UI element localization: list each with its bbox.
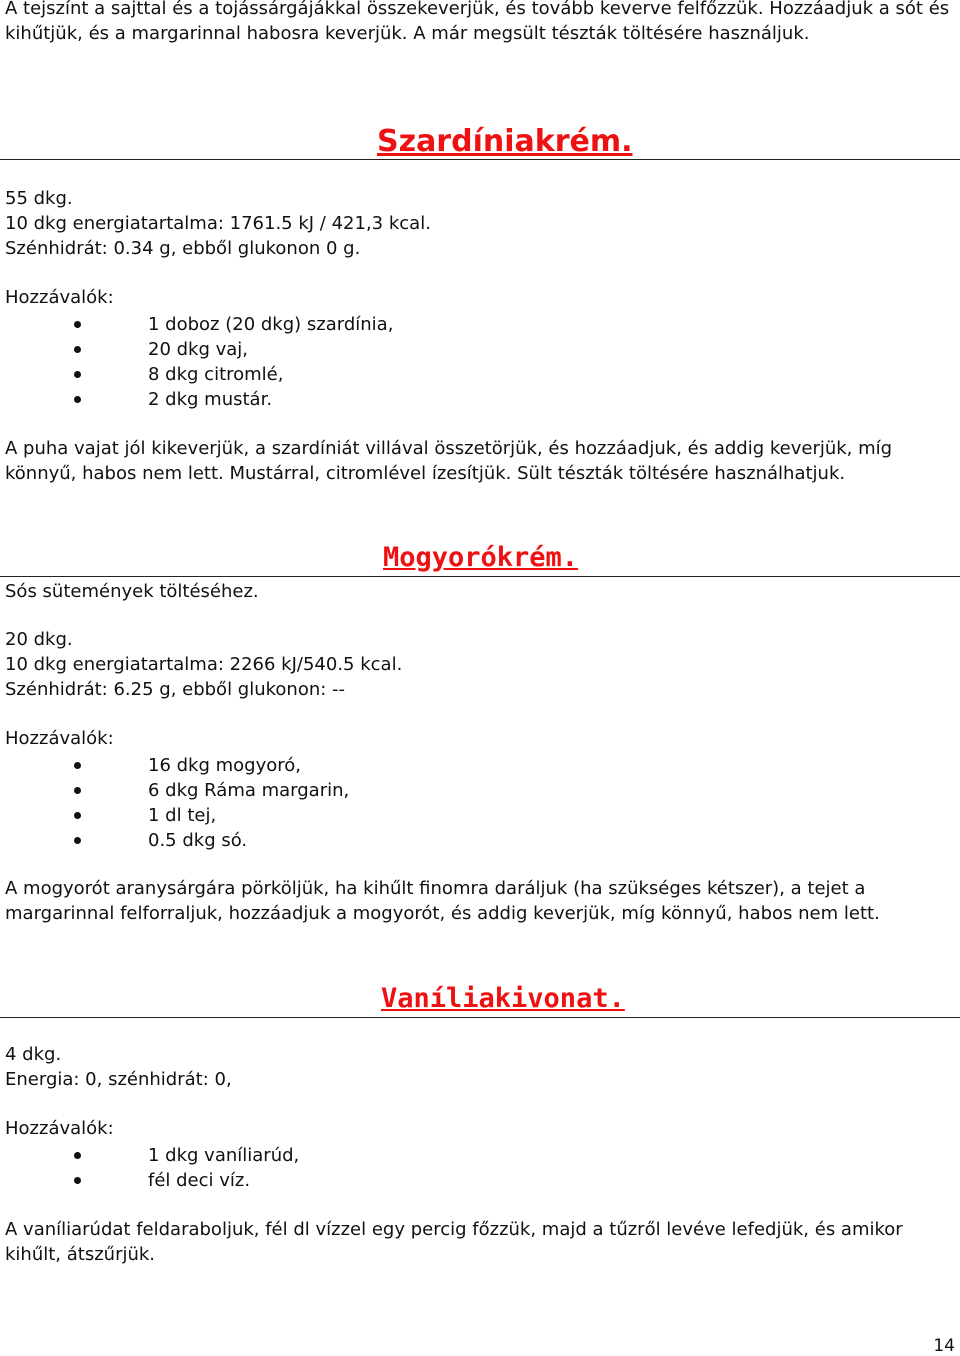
bullet-icon (74, 1177, 81, 1184)
recipe-method: A puha vajat jól kikeverjük, a szardíniát villával összetörjük, és hozzáadjuk, és addig keverjük, míg könnyű, habos nem lett. Mustárral, citromlével ízesítjük. Sült tészták töltésére használhatjuk. (5, 438, 893, 484)
intro-paragraph: A tejszínt a sajttal és a tojássárgájákkal összekeverjük, és tovább keverve felfőzzük. Hozzáadjuk a sót és kihűtjük, és a margarinnal habosra keverjük. A már megsült tészták töltésére használjuk. (5, 0, 950, 44)
list-item: 20 dkg vaj, (0, 337, 393, 362)
bullet-icon (74, 1152, 81, 1159)
list-item: 6 dkg Ráma margarin, (0, 778, 349, 803)
section-title-szardiniakrem: Szardíniakrém. (377, 124, 633, 159)
list-item: 1 dkg vaníliarúd, (0, 1143, 299, 1168)
recipe-amount: 20 dkg. (5, 629, 73, 650)
list-item: fél deci víz. (0, 1168, 299, 1193)
page-number: 14 (933, 1336, 955, 1356)
bullet-icon (74, 371, 81, 378)
bullet-icon (74, 762, 81, 769)
ingredients-list (0, 312, 393, 412)
section-title-mogyorokrem: Mogyorókrém. (383, 542, 579, 573)
bullet-icon (74, 787, 81, 794)
bullet-icon (74, 837, 81, 844)
list-item: 0.5 dkg só. (0, 828, 349, 853)
ingredients-label: Hozzávalók: (5, 728, 114, 749)
bullet-icon (74, 346, 81, 353)
recipe-amount: 4 dkg. (5, 1044, 62, 1065)
list-item: 1 doboz (20 dkg) szardínia, (0, 312, 393, 337)
bullet-icon (74, 812, 81, 819)
bullet-icon (74, 396, 81, 403)
ingredients-list (0, 1143, 299, 1193)
section-divider (0, 159, 960, 160)
list-item: 8 dkg citromlé, (0, 362, 393, 387)
list-item: 1 dl tej, (0, 803, 349, 828)
list-item: 16 dkg mogyoró, (0, 753, 349, 778)
bullet-icon (74, 321, 81, 328)
recipe-energy: 10 dkg energiatartalma: 2266 kJ/540.5 kcal. (5, 654, 403, 675)
section-divider (0, 1017, 960, 1018)
section-divider (0, 576, 960, 577)
recipe-energy: 10 dkg energiatartalma: 1761.5 kJ / 421,3 kcal. (5, 213, 431, 234)
ingredients-label: Hozzávalók: (5, 287, 114, 308)
recipe-subtitle: Sós sütemények töltéséhez. (5, 581, 259, 602)
recipe-method: A mogyorót aranysárgára pörköljük, ha kihűlt finomra daráljuk (ha szükséges kétszer), a tejet a margarinnal felforraljuk, hozzáadjuk a mogyorót, és addig keverjük, míg könnyű, habos nem lett. (5, 878, 880, 924)
recipe-energy: Energia: 0, szénhidrát: 0, (5, 1069, 232, 1090)
recipe-carbs: Szénhidrát: 0.34 g, ebből glukonon 0 g. (5, 238, 361, 259)
recipe-amount: 55 dkg. (5, 188, 73, 209)
recipe-method: A vaníliarúdat feldaraboljuk, fél dl vízzel egy percig főzzük, majd a tűzről levéve lefedjük, és amikor kihűlt, átszűrjük. (5, 1219, 903, 1265)
ingredients-list (0, 753, 349, 853)
section-title-vaniliakivonat: Vaníliakivonat. (381, 983, 625, 1014)
recipe-carbs: Szénhidrát: 6.25 g, ebből glukonon: -- (5, 679, 346, 700)
list-item: 2 dkg mustár. (0, 387, 393, 412)
ingredients-label: Hozzávalók: (5, 1118, 114, 1139)
